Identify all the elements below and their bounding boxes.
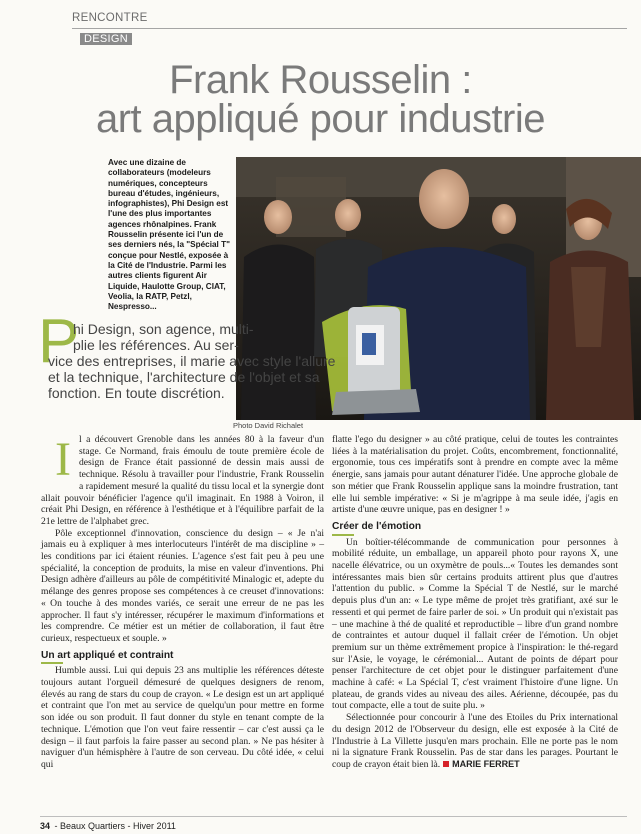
intro-dropcap: P [38,307,80,376]
page-footer [40,821,176,831]
article-title-line-1: Frank Rousselin : [169,58,472,102]
body-paragraph-1: l a découvert Grenoble dans les années 80 à la faveur d'un stage. Ce Normand, frais émoulu de toute première école de design de France était passionné de dessin mais aussi de technique. Résolu à travailler pour l'industrie, Frank Rousselin a rapidement mesuré la qualité du tissu local et la synergie dont allait pouvoir bénéficier l'agence qu'il imaginait. En 1988 à Voiron, il créait Phi Design, en référence à l'esthétique et à l'équilibre parfait de la 21e lettre de l'alphabet grec. [41,434,324,527]
body-paragraph-5: Un boîtier-télécommande de communication pour personnes à mobilité réduite, un emballage, un appareil photo pour rayons X, une nacelle élévatrice, ou un oxymètre de pouls...« Toutes les demandes sont intéressantes mais bien sûr certains produits attirent plus que d'autres l'attention du public. » Comme la Spécial T de Nestlé, sur le marché depuis plus d'un an: « Le type même de projet très gratifiant, axé sur le ressenti et qui permet de faire parler de soi. » Un produit qui n'existait pas – une machine à thé de qualité et reproductible – libre d'un grand nombre de contraintes et autour duquel il fallait créer de l'émotion. Un objet premium sur un thème extrêmement propice à l'inspiration: le thé-regard sur l'Asie, le voyage, le cérémonial... Autant de points de départ pour penser l'architecture de cet objet pour le distinguer parfaitement d'une machine à café: « La Spécial T, c'est vraiment l'histoire d'une ligne. Un plateau, de grands vides au niveau des ailes. Aérienne, découpée, pas du tout compacte, elle a tout de suite plu. » [332,536,618,712]
body-paragraph-6-text: Sélectionnée pour concourir à l'une des Etoiles du Prix international du design 2012 de l'Observeur du design, elle est exposée à la Cité de l'Industrie à La Villette jusqu'en mars prochain. Elle ne porte pas le nom ni la signature Frank Rousselin. Pas de star dans les parages. Pourtant le coup de crayon était bien là. [332,712,618,770]
photo-credit: Photo David Richalet [233,421,304,430]
intro-line-2: plie les références. Au ser- [73,337,239,354]
body-paragraph-4: flatte l'ego du designer » au côté pratique, celui de toutes les contraintes liées à la matérialisation du projet. Coûts, encombrement, fonctionnalité, ergonomie, tous ces impératifs sont à prendre en compte avec la même énergie, sans jamais pour autant dénaturer l'idée. Une approche globale de son métier que Frank Rousselin applique sans la moindre frustration, tant elle lui semble impérative: « Si je m'agrippe à ma seule idée, j'agis en artiste d'une œuvre unique, pas en designer ! » [332,434,618,516]
page-number: 34 [40,821,51,831]
article-title-line-2: art appliqué pour industrie [95,97,546,141]
intro-lead [48,321,340,401]
author-signature: MARIE FERRET [452,758,520,769]
body-paragraph-2: Pôle exceptionnel d'innovation, conscience du design – « Je n'ai jamais eu à expliquer à mes interlocuteurs l'intérêt de ma discipline » – les conditions par ici étaient réunies. L'agence s'est fait peu à peu une spécialité, la conception de produits, la mise en valeur d'inventions. Phi Design adhère d'ailleurs au pôle de compétitivité Minalogic et, adepte du mélange des genres propose ses compétences à ce creuset d'innovations: « On touche à des mondes variés, ce serait une erreur de ne pas les approcher. Il faut s'y intéresser, récupérer le maximum d'informations et les comprendre. Ce métier est un métier de collaboration, il faut être curieux, respectueux et souple. » [41,527,324,644]
footer-rule [40,816,627,817]
section-label: DESIGN [80,33,132,45]
subheading-2: Créer de l'émotion [332,521,618,536]
subheading-1: Un art appliqué et contraint [41,650,324,665]
intro-rest: vice des entreprises, il marie avec style l'allure et la technique, l'architecture de l'objet et sa fonction. En toute discrétion. [48,353,336,402]
signature-mark [443,761,449,767]
body-column-2 [332,434,618,771]
section-kicker: RENCONTRE [72,12,148,24]
photo-caption: Avec une dizaine de collaborateurs (modeleurs numériques, concepteurs bureau d'études, ingénieurs, infographistes), Phi Design est l'une des plus importantes agences rhônalpines. Frank Rousselin présente ici l'un de ses derniers nés, la "Spécial T" conçue pour Nestlé, exposée à la Cité de l'Industrie. Parmi les autres clients figurent Air Liquide, Haulotte Group, CIAT, Veolia, la RATP, Petzl, Nespresso... [108,158,230,312]
publication-name: - Beaux Quartiers - Hiver 2011 [54,821,176,831]
header-rule [72,28,627,29]
body-column-1 [41,434,324,771]
body-paragraph-6 [332,712,618,771]
body-dropcap: I [55,433,71,486]
body-paragraph-3: Humble aussi. Lui qui depuis 23 ans multiplie les références déteste toujours autant l'orgueil démesuré de quelques designers de renom, élevés au rang de stars du coup de crayon. « Le design est un art appliqué et contraint que l'on met au service de quelqu'un pour mettre en forme son idée ou son produit. Il faut donner du style en tenant compte de la technique. L'émotion que l'on veut faire ressentir – car c'est aussi ça le design – il faut parfois la faire passer au second plan. » Ne pas hésiter à naviguer d'un hémisphère à l'autre de son cerveau. Du côté idée, « celui qui [41,665,324,770]
intro-line-1: hi Design, son agence, multi- [73,321,254,337]
